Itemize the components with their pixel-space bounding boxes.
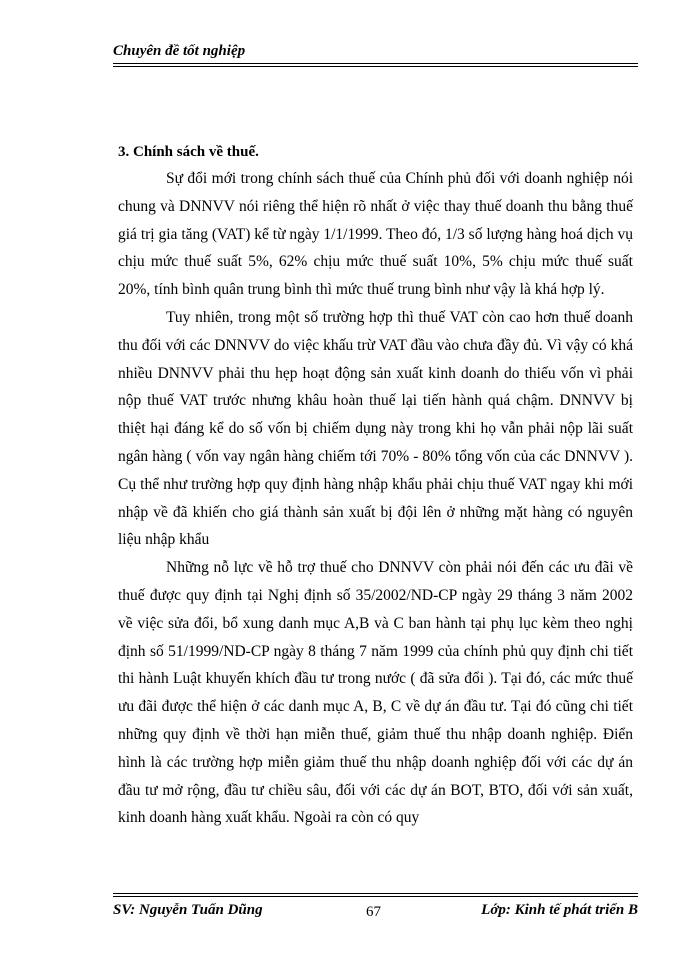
footer-class: Lớp: Kinh tế phát triển B: [481, 902, 638, 918]
header-rule: [113, 63, 638, 67]
paragraph-1: Sự đổi mới trong chính sách thuế của Chính phủ đối với doanh nghiệp nói chung và DNNVV nói riêng thể hiện rõ nhất ở việc thay thuế doanh thu bằng thuế giá trị gia tăng (VAT) kể từ ngày 1/1/1999. Theo đó, 1/3 số lượng hàng hoá dịch vụ chịu mức thuế suất 5%, 62% chịu mức thuế suất 10%, 5% chịu mức thuế suất 20%, tính bình quân trung bình thì mức thuế trung bình như vậy là khá hợp lý.: [118, 170, 633, 299]
paragraph-3: Những nỗ lực về hỗ trợ thuế cho DNNVV còn phải nói đến các ưu đãi về thuế được quy định tại Nghị định số 35/2002/ND-CP ngày 29 tháng 3 năm 2002 về việc sửa đổi, bổ xung danh mục A,B và C ban hành tại phụ lục kèm theo nghị định số 51/1999/ND-CP ngày 8 tháng 7 năm 1999 của chính phủ quy định chi tiết thi hành Luật khuyến khích đầu tư trong nước ( đã sửa đổi ). Tại đó, các mức thuế ưu đãi được thể hiện ở các danh mục A, B, C về dự án đầu tư. Tại đó cũng chi tiết những quy định về thời hạn miễn thuế, giảm thuế thu nhập doanh nghiệp. Điển hình là các trường hợp miễn giảm thuế thu nhập doanh nghiệp đối với các dự án đầu tư mở rộng, đầu tư chiều sâu, đối với các dự án BOT, BTO, đối với sản xuất, kinh doanh hàng xuất khẩu. Ngoài ra còn có quy: [118, 559, 633, 827]
section-heading: 3. Chính sách về thuế.: [118, 144, 259, 160]
footer-student: SV: Nguyễn Tuấn Dũng: [113, 902, 263, 918]
page-number: 67: [366, 904, 381, 920]
page-footer: [113, 893, 638, 923]
header-title: Chuyên đề tốt nghiệp: [113, 43, 246, 59]
document-body: [118, 139, 633, 832]
footer-rule: [113, 893, 638, 897]
paragraph-2: Tuy nhiên, trong một số trường hợp thì thuế VAT còn cao hơn thuế doanh thu đối với các DNNVV do việc khấu trừ VAT đầu vào chưa đầy đủ. Vì vậy có khá nhiều DNNVV phải thu hẹp hoạt động sản xuất kinh doanh do thiếu vốn vì phải nộp thuế VAT trước nhưng khâu hoàn thuế lại tiến hành quá chậm. DNNVV bị thiệt hại đáng kể do số vốn bị chiếm dụng này trong khi họ vẫn phải nộp lãi suất ngân hàng ( vốn vay ngân hàng chiếm tới 70% - 80% tổng vốn của các DNNVV ). Cụ thể như trường hợp quy định hàng nhập khẩu phải chịu thuế VAT ngay khi mới nhập về đã khiến cho giá thành sản xuất bị đội lên ở những mặt hàng có nguyên liệu nhập khẩu: [118, 308, 633, 549]
page-header: [113, 42, 638, 60]
